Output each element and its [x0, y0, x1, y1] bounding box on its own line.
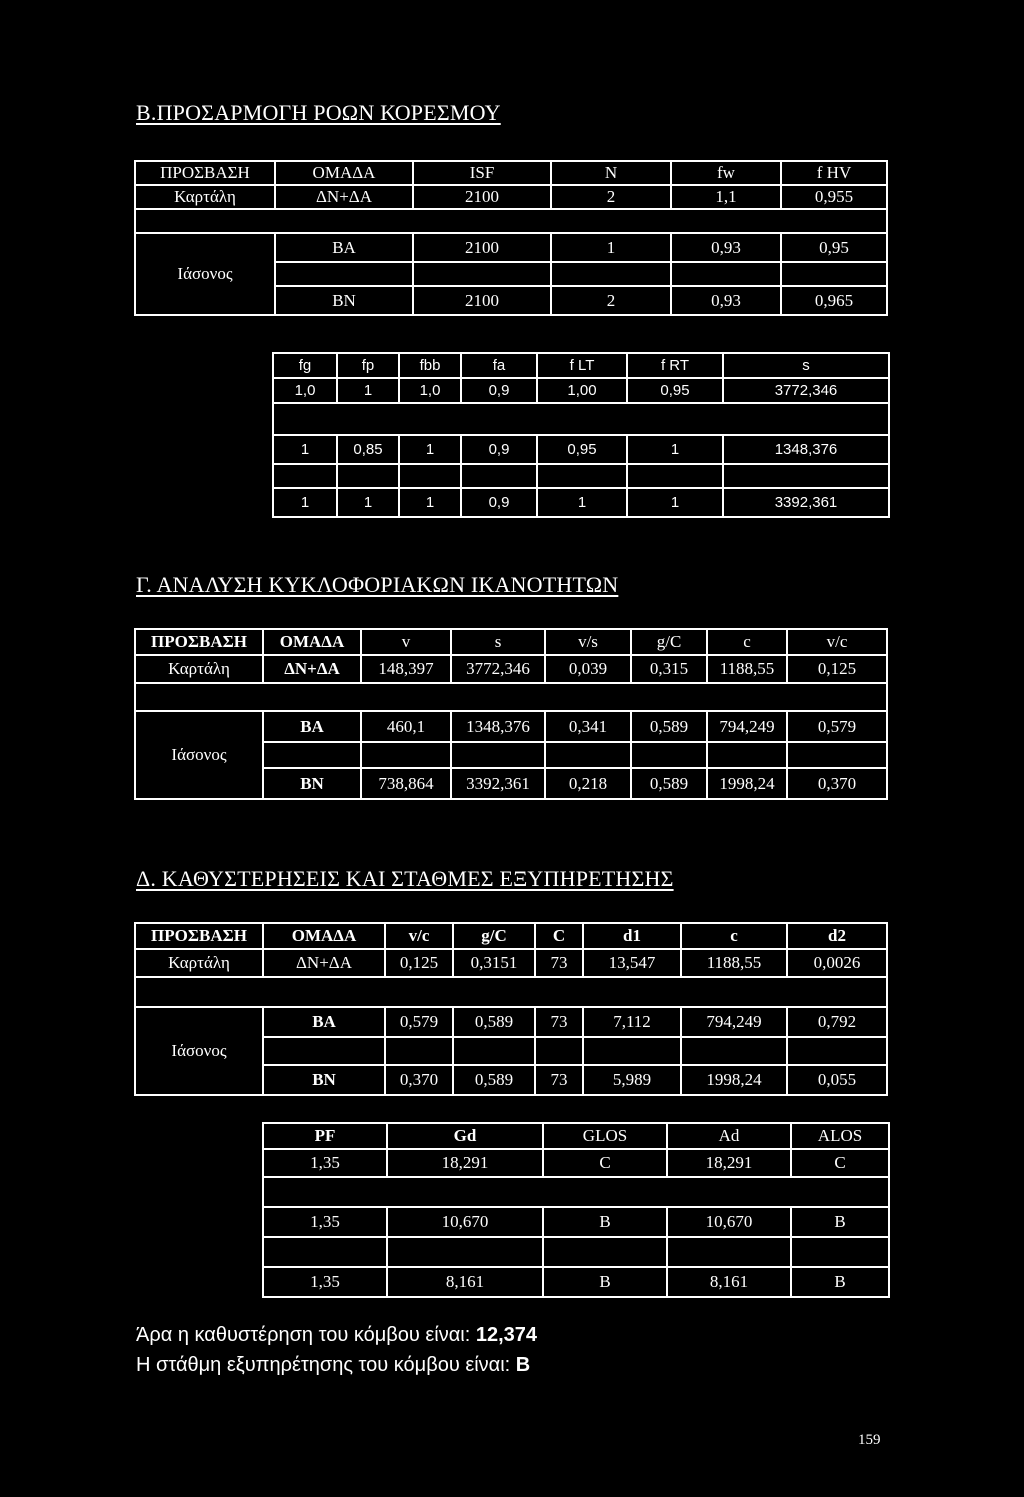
- table-header-row: [135, 161, 887, 185]
- table-cell: [543, 1237, 667, 1267]
- header-cell: PF: [263, 1123, 387, 1149]
- table-cell: [627, 464, 723, 488]
- delay-label: Άρα η καθυστέρηση του κόμβου είναι:: [136, 1324, 476, 1346]
- table-cell: 1: [273, 488, 337, 517]
- table-cell: [273, 464, 337, 488]
- table-cell: 0,85: [337, 435, 399, 464]
- table-cell: 3392,361: [451, 768, 545, 799]
- table-cell: 1: [273, 435, 337, 464]
- header-cell: f HV: [781, 161, 887, 185]
- table-cell: 0,039: [545, 655, 631, 683]
- table-cell: 1,0: [399, 378, 461, 403]
- table-cell: 0,95: [627, 378, 723, 403]
- section-b-title: Β.ΠΡΟΣΑΡΜΟΓΗ ΡΟΩΝ ΚΟΡΕΣΜΟΥ: [136, 100, 501, 125]
- table-cell: B: [791, 1267, 889, 1297]
- header-cell: ΠΡΟΣΒΑΣΗ: [135, 161, 275, 185]
- delay-conclusion: [136, 1324, 537, 1347]
- table-cell: 0,9: [461, 378, 537, 403]
- table-row: [135, 655, 887, 683]
- table-row: [273, 403, 889, 435]
- spacer-cell: [135, 683, 887, 711]
- level-of-service-table: [262, 1122, 890, 1298]
- table-cell: 0,370: [787, 768, 887, 799]
- table-cell: 2100: [413, 185, 551, 209]
- table-cell: ΒΑ: [263, 1007, 385, 1037]
- table-cell: 0,95: [781, 233, 887, 262]
- los-label: Η στάθμη εξυπηρέτησης του κόμβου είναι:: [136, 1354, 516, 1376]
- table-cell: 2100: [413, 286, 551, 315]
- table-cell: ΒΑ: [263, 711, 361, 742]
- header-cell: Ad: [667, 1123, 791, 1149]
- table-cell: [337, 464, 399, 488]
- table-cell: 0,315: [631, 655, 707, 683]
- header-cell: v: [361, 629, 451, 655]
- table-row: [263, 1237, 889, 1267]
- header-cell: g/C: [453, 923, 535, 949]
- table-cell: 0,0026: [787, 949, 887, 977]
- table-cell: [275, 262, 413, 286]
- table-cell: 460,1: [361, 711, 451, 742]
- table-cell: 148,397: [361, 655, 451, 683]
- table-row: [273, 435, 889, 464]
- table-cell: 1,0: [273, 378, 337, 403]
- table-cell: [787, 742, 887, 768]
- table-cell: Καρτάλη: [135, 949, 263, 977]
- header-cell: d2: [787, 923, 887, 949]
- table-cell: 73: [535, 949, 583, 977]
- header-cell: N: [551, 161, 671, 185]
- table-cell: 0,965: [781, 286, 887, 315]
- header-cell: fg: [273, 353, 337, 378]
- table-row: [135, 185, 887, 209]
- table-row: [135, 1007, 887, 1037]
- adjustment-factors-table: [272, 352, 890, 518]
- table-cell: 1: [337, 488, 399, 517]
- table-cell: 3772,346: [451, 655, 545, 683]
- table-cell: 1: [337, 378, 399, 403]
- table-cell: 0,3151: [453, 949, 535, 977]
- header-cell: ΟΜΑΔΑ: [263, 629, 361, 655]
- header-cell: s: [723, 353, 889, 378]
- table-cell: 1: [537, 488, 627, 517]
- table-cell: [667, 1237, 791, 1267]
- table-cell: Καρτάλη: [135, 185, 275, 209]
- table-cell: ΒΑ: [275, 233, 413, 262]
- table-cell: 1: [627, 435, 723, 464]
- header-cell: s: [451, 629, 545, 655]
- table-cell: 0,93: [671, 286, 781, 315]
- header-cell: fw: [671, 161, 781, 185]
- table-cell: ΒΝ: [263, 1065, 385, 1095]
- table-row: [135, 209, 887, 233]
- table-cell: 1,1: [671, 185, 781, 209]
- table-cell: B: [543, 1207, 667, 1237]
- table-cell: [791, 1237, 889, 1267]
- table-header-row: [273, 353, 889, 378]
- header-cell: d1: [583, 923, 681, 949]
- table-cell: C: [791, 1149, 889, 1177]
- table-cell: 0,589: [631, 711, 707, 742]
- table-row: [135, 683, 887, 711]
- header-cell: fbb: [399, 353, 461, 378]
- table-cell: 1348,376: [723, 435, 889, 464]
- table-row: [273, 488, 889, 517]
- table-row: [135, 233, 887, 262]
- table-cell: 0,9: [461, 488, 537, 517]
- table-cell: [461, 464, 537, 488]
- table-cell: 5,989: [583, 1065, 681, 1095]
- table-cell: 10,670: [387, 1207, 543, 1237]
- table-cell: 1,00: [537, 378, 627, 403]
- los-value: B: [515, 1354, 531, 1376]
- table-row: [135, 949, 887, 977]
- table-cell: 0,93: [671, 233, 781, 262]
- section-g-title: Γ. ΑΝΑΛΥΣΗ ΚΥΚΛΟΦΟΡΙΑΚΩΝ ΙΚΑΝΟΤΗΤΩΝ: [136, 572, 619, 597]
- table-cell: 0,125: [787, 655, 887, 683]
- table-cell: [535, 1037, 583, 1065]
- spacer-cell: [273, 403, 889, 435]
- header-cell: fa: [461, 353, 537, 378]
- table-cell: [263, 1037, 385, 1065]
- table-cell: 0,589: [453, 1065, 535, 1095]
- table-cell: 1188,55: [707, 655, 787, 683]
- table-cell: 0,579: [385, 1007, 453, 1037]
- table-cell: [551, 262, 671, 286]
- table-header-row: [135, 629, 887, 655]
- table-cell: 1: [551, 233, 671, 262]
- table-cell: [707, 742, 787, 768]
- table-cell: 1,35: [263, 1267, 387, 1297]
- table-row: [263, 1149, 889, 1177]
- table-cell: 794,249: [681, 1007, 787, 1037]
- table-cell: 2100: [413, 233, 551, 262]
- table-cell: 738,864: [361, 768, 451, 799]
- table-cell: [451, 742, 545, 768]
- table-cell: Ιάσονος: [135, 1007, 263, 1095]
- table-row: [263, 1267, 889, 1297]
- delays-table: [134, 922, 888, 1096]
- header-cell: f LT: [537, 353, 627, 378]
- table-cell: ΒΝ: [275, 286, 413, 315]
- table-cell: 18,291: [387, 1149, 543, 1177]
- table-cell: 0,125: [385, 949, 453, 977]
- table-row: [263, 1177, 889, 1207]
- table-cell: ΒΝ: [263, 768, 361, 799]
- table-cell: Καρτάλη: [135, 655, 263, 683]
- page-number: 159: [858, 1432, 881, 1448]
- header-cell: fp: [337, 353, 399, 378]
- header-cell: C: [535, 923, 583, 949]
- table-cell: [787, 1037, 887, 1065]
- table-cell: 794,249: [707, 711, 787, 742]
- table-row: [135, 977, 887, 1007]
- capacity-analysis-table: [134, 628, 888, 800]
- table-cell: [399, 464, 461, 488]
- table-cell: [413, 262, 551, 286]
- table-row: [263, 1207, 889, 1237]
- table-cell: 0,95: [537, 435, 627, 464]
- table-cell: 1: [399, 435, 461, 464]
- table-cell: 1348,376: [451, 711, 545, 742]
- table-cell: 1998,24: [707, 768, 787, 799]
- table-cell: 10,670: [667, 1207, 791, 1237]
- table-cell: 1: [399, 488, 461, 517]
- table-cell: [681, 1037, 787, 1065]
- header-cell: ALOS: [791, 1123, 889, 1149]
- header-cell: f RT: [627, 353, 723, 378]
- section-d-title: Δ. ΚΑΘΥΣΤΕΡΗΣΕΙΣ ΚΑΙ ΣΤΑΘΜΕΣ ΕΞΥΠΗΡΕΤΗΣΗΣ: [136, 866, 674, 891]
- header-cell: GLOS: [543, 1123, 667, 1149]
- table-cell: 73: [535, 1007, 583, 1037]
- table-cell: ΔΝ+ΔΑ: [263, 949, 385, 977]
- table-row: [273, 378, 889, 403]
- header-cell: v/s: [545, 629, 631, 655]
- table-cell: 18,291: [667, 1149, 791, 1177]
- table-cell: 0,218: [545, 768, 631, 799]
- table-cell: B: [543, 1267, 667, 1297]
- header-cell: g/C: [631, 629, 707, 655]
- table-cell: 1998,24: [681, 1065, 787, 1095]
- table-cell: 2: [551, 286, 671, 315]
- table-cell: 73: [535, 1065, 583, 1095]
- table-cell: [671, 262, 781, 286]
- header-cell: c: [681, 923, 787, 949]
- table-cell: 0,9: [461, 435, 537, 464]
- header-cell: ΠΡΟΣΒΑΣΗ: [135, 923, 263, 949]
- table-cell: [263, 1237, 387, 1267]
- table-cell: 1: [627, 488, 723, 517]
- table-cell: 0,370: [385, 1065, 453, 1095]
- spacer-cell: [263, 1177, 889, 1207]
- table-cell: [453, 1037, 535, 1065]
- table-cell: [723, 464, 889, 488]
- table-cell: Ιάσονος: [135, 233, 275, 315]
- table-cell: ΔΝ+ΔΑ: [263, 655, 361, 683]
- table-cell: 1,35: [263, 1149, 387, 1177]
- table-row: [273, 464, 889, 488]
- los-conclusion: [136, 1354, 530, 1377]
- table-cell: B: [791, 1207, 889, 1237]
- table-cell: [361, 742, 451, 768]
- table-cell: 2: [551, 185, 671, 209]
- header-cell: c: [707, 629, 787, 655]
- header-cell: ΟΜΑΔΑ: [263, 923, 385, 949]
- table-cell: 0,589: [453, 1007, 535, 1037]
- table-cell: C: [543, 1149, 667, 1177]
- header-cell: Gd: [387, 1123, 543, 1149]
- table-cell: [263, 742, 361, 768]
- table-cell: 8,161: [387, 1267, 543, 1297]
- table-cell: [545, 742, 631, 768]
- table-cell: 13,547: [583, 949, 681, 977]
- table-cell: 0,589: [631, 768, 707, 799]
- table-row: [135, 711, 887, 742]
- table-cell: [631, 742, 707, 768]
- table-cell: 0,792: [787, 1007, 887, 1037]
- table-cell: 8,161: [667, 1267, 791, 1297]
- table-header-row: [135, 923, 887, 949]
- table-cell: [385, 1037, 453, 1065]
- table-cell: 3772,346: [723, 378, 889, 403]
- header-cell: ISF: [413, 161, 551, 185]
- header-cell: v/c: [787, 629, 887, 655]
- table-cell: 3392,361: [723, 488, 889, 517]
- table-cell: ΔΝ+ΔΑ: [275, 185, 413, 209]
- table-cell: 0,579: [787, 711, 887, 742]
- table-cell: Ιάσονος: [135, 711, 263, 799]
- spacer-cell: [135, 209, 887, 233]
- table-cell: 0,341: [545, 711, 631, 742]
- table-cell: 1,35: [263, 1207, 387, 1237]
- table-cell: 0,055: [787, 1065, 887, 1095]
- table-cell: [387, 1237, 543, 1267]
- header-cell: ΠΡΟΣΒΑΣΗ: [135, 629, 263, 655]
- table-cell: [583, 1037, 681, 1065]
- table-cell: 0,955: [781, 185, 887, 209]
- table-cell: 1188,55: [681, 949, 787, 977]
- table-cell: [781, 262, 887, 286]
- saturation-flow-table: [134, 160, 888, 316]
- delay-value: 12,374: [475, 1324, 537, 1346]
- spacer-cell: [135, 977, 887, 1007]
- table-cell: 7,112: [583, 1007, 681, 1037]
- table-header-row: [263, 1123, 889, 1149]
- header-cell: v/c: [385, 923, 453, 949]
- table-cell: [537, 464, 627, 488]
- header-cell: ΟΜΑΔΑ: [275, 161, 413, 185]
